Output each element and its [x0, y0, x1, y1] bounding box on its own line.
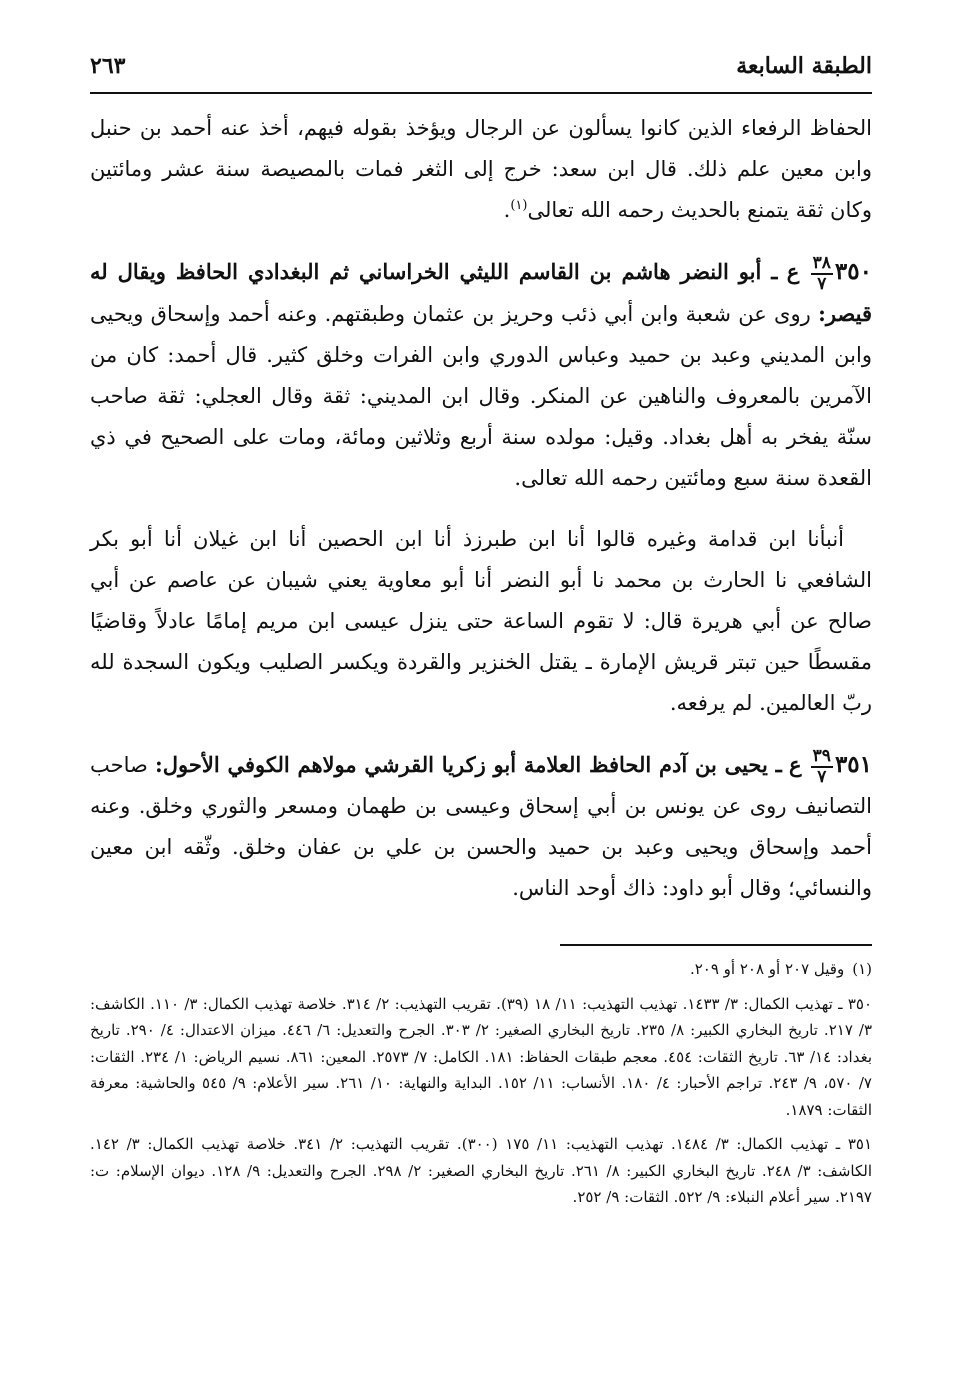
entry-number: ٣٥٠ [834, 258, 872, 285]
biography-entry-350 [90, 251, 872, 499]
paragraph-text: الحفاظ الرفعاء الذين كانوا يسألون عن الرجال ويؤخذ بقوله فيهم، أخذ عنه أحمد بن حنبل وابن معين علم ذلك. قال ابن سعد: خرج إلى الثغر فمات بالمصيصة سنة عشر ومائتين وكان ثقة يتمنع بالحديث رحمه الله تعالى [90, 116, 872, 222]
entry-body: صاحب التصانيف روى عن يونس بن أبي إسحاق وعيسى بن طهمان ومسعر والثوري وخلق. وعنه أحمد وإسحاق ويحيى وعبد بن حميد والحسن بن علي بن عفان وخلق. وثّقه ابن معين والنسائي؛ وقال أبو داود: ذاك أوحد الناس. [90, 753, 872, 900]
running-title: الطبقة السابعة [736, 53, 872, 79]
page-header [90, 40, 872, 94]
footnote-reference: (١) [510, 198, 528, 213]
footnote-divider [560, 944, 872, 946]
page-number: ٢٦٣ [90, 53, 126, 79]
hadith-paragraph: أنبأنا ابن قدامة وغيره قالوا أنا ابن طبرزذ أنا ابن الحصين أنا ابن غيلان أنا أبو بكر الشافعي نا الحارث بن محمد نا أبو النضر أنا أبو معاوية يعني شيبان عن عاصم عن أبي صالح عن أبي هريرة قال: لا تقوم الساعة حتى ينزل عيسى ابن مريم إمامًا عادلاً وقاضيًا مقسطًا حين تبتر قريش الإمارة ـ يقتل الخنزير والقردة ويكسر الصليب ويكون السجدة لله ربّ العالمين. لم يرفعه. [90, 527, 872, 715]
entry-symbol: ع [786, 259, 800, 284]
entry-heading: ـ يحيى بن آدم الحافظ العلامة أبو زكريا القرشي مولاهم الكوفي الأحول: [155, 752, 782, 777]
paragraph-end: . [503, 198, 511, 222]
biography-entry-351 [90, 744, 872, 909]
entry-symbol: ع [788, 752, 802, 777]
footnotes [90, 956, 872, 1211]
footnote-1 [90, 956, 872, 983]
entry-fraction [811, 252, 833, 294]
entry-body: روى عن شعبة وابن أبي ذئب وحريز بن عثمان وطبقتهم. وعنه أحمد وإسحاق ويحيى وابن المديني وعبد بن حميد وعباس الدوري وابن الفرات وخلق كثير. قال أحمد: كان من الآمرين بالمعروف والناهين عن المنكر. وقال ابن المديني: ثقة وقال العجلي: ثقة صاحب سنّة يفخر به أهل بغداد. وقيل: مولده سنة أربع وثلاثين ومائة، ومات على الصحيح في ذي القعدة سنة سبع ومائتين رحمه الله تعالى. [90, 302, 872, 490]
fraction-top: ٣٩ [812, 745, 831, 766]
footnote-sources-351: ٣٥١ ـ تهذيب الكمال: ٣/ ١٤٨٤. تهذيب التهذيب: ١١/ ١٧٥ (٣٠٠). تقريب التهذيب: ٢/ ٣٤١. خلاصة تهذيب الكمال: ٣/ ١٤٢. الكاشف: ٣/ ٢٤٨. تاريخ البخاري الكبير: ٨/ ٢٦١. تاريخ البخاري الصغير: ٢/ ٢٩٨. الجرح والتعديل: ٩/ ١٢٨. ديوان الإسلام: ت: ٢١٩٧. سير أعلام النبلاء: ٩/ ٥٢٢. الثقات: ٩/ ٢٥٢. [90, 1135, 872, 1206]
entry-heading: ـ أبو النضر هاشم بن القاسم الليثي الخراساني ثم البغدادي الحافظ ويقال له قيصر: [90, 259, 872, 326]
fraction-bottom: ٧ [817, 273, 827, 294]
fraction-top: ٣٨ [812, 252, 831, 273]
footnote-sources-350: ٣٥٠ ـ تهذيب الكمال: ٣/ ١٤٣٣. تهذيب التهذيب: ١١/ ١٨ (٣٩). تقريب التهذيب: ٢/ ٣١٤. خلاصة تهذيب الكمال: ٣/ ١١٠. الكاشف: ٣/ ٢١٧. تاريخ البخاري الكبير: ٨/ ٢٣٥. تاريخ البخاري الصغير: ٢/ ٣٠٣. الجرح والتعديل: ٦/ ٤٤٦. ميزان الاعتدال: ٤/ ٢٩٠. تاريخ بغداد: ١٤/ ٦٣. تاريخ الثقات: ٤٥٤. معجم طبقات الحفاظ: ١٨١. الكامل: ٧/ ٢٥٧٣. المعين: ٨٦١. نسيم الرياض: ١/ ٢٣٤. الثقات: ٧/ ٥٧٠، ٩/ ٢٤٣. تراجم الأحبار: ٤/ ١٨٠. الأنساب: ١١/ ١٥٢. البداية والنهاية: ١٠/ ٢٦١. سير الأعلام: ٩/ ٥٤٥ والحاشية: معرفة الثقات: ١٨٧٩. [90, 994, 873, 1119]
entry-fraction [811, 745, 833, 787]
main-text [90, 108, 872, 909]
entry-number: ٣٥١ [834, 751, 872, 778]
fraction-bottom: ٧ [817, 766, 827, 787]
footnote-text: وقيل ٢٠٧ أو ٢٠٨ أو ٢٠٩. [689, 960, 845, 978]
footnote-marker: (١) [852, 960, 872, 978]
paragraph-continuation [90, 108, 872, 231]
